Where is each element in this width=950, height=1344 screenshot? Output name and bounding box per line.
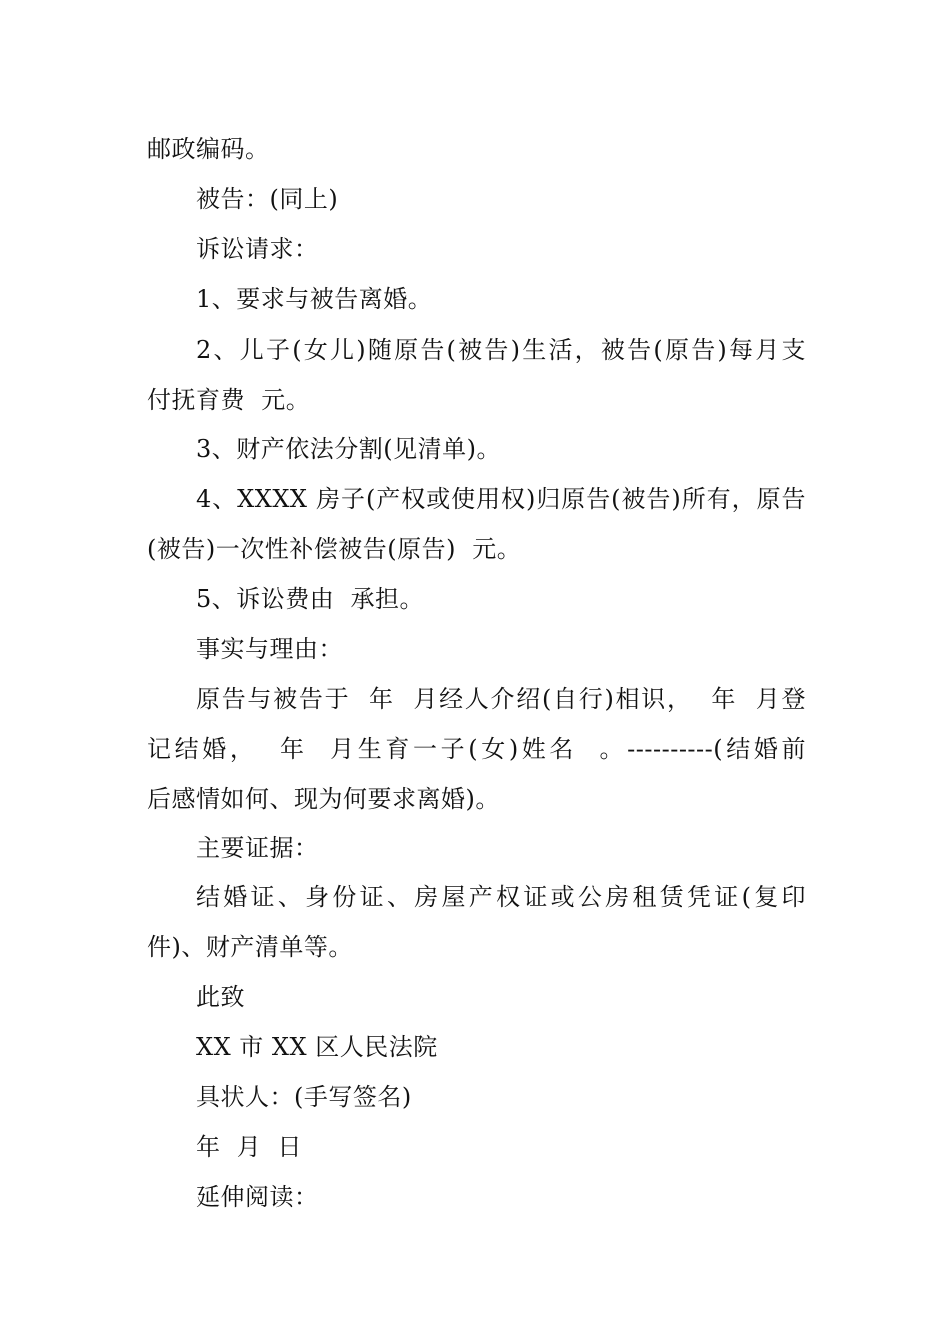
defendant-line: 被告：(同上) (196, 185, 339, 213)
postal-code-line: 邮政编码。 (147, 135, 270, 163)
facts-line-1: 原告与被告于 年 月经人介绍(自行)相识， 年 月登 (196, 685, 806, 713)
claim-4-line-1: 4、XXXX 房子(产权或使用权)归原告(被告)所有，原告 (196, 485, 806, 513)
date-line: 年 月 日 (196, 1133, 303, 1161)
claims-heading: 诉讼请求： (196, 235, 319, 263)
facts-line-3: 后感情如何、现为何要求离婚)。 (147, 785, 500, 813)
claim-5: 5、诉讼费由 承担。 (196, 585, 425, 613)
salutation: 此致 (196, 983, 245, 1011)
claim-3: 3、财产依法分割(见清单)。 (196, 435, 501, 463)
facts-line-2: 记结婚， 年 月生育一子(女)姓名 。----------(结婚前 (147, 735, 806, 763)
claim-1: 1、要求与被告离婚。 (196, 285, 433, 313)
evidence-line-1: 结婚证、身份证、房屋产权证或公房租赁凭证(复印 (196, 883, 806, 911)
signature-line: 具状人：(手写签名) (196, 1083, 412, 1111)
claim-2-line-2: 付抚育费 元。 (147, 386, 311, 414)
evidence-line-2: 件)、财产清单等。 (147, 933, 353, 961)
claim-2-line-1: 2、儿子(女儿)随原告(被告)生活，被告(原告)每月支 (196, 336, 806, 364)
facts-heading: 事实与理由： (196, 635, 343, 663)
court-name: XX 市 XX 区人民法院 (196, 1033, 438, 1061)
claim-4-line-2: (被告)一次性补偿被告(原告) 元。 (147, 535, 522, 563)
further-reading-heading: 延伸阅读： (196, 1183, 319, 1211)
evidence-heading: 主要证据： (196, 834, 319, 862)
